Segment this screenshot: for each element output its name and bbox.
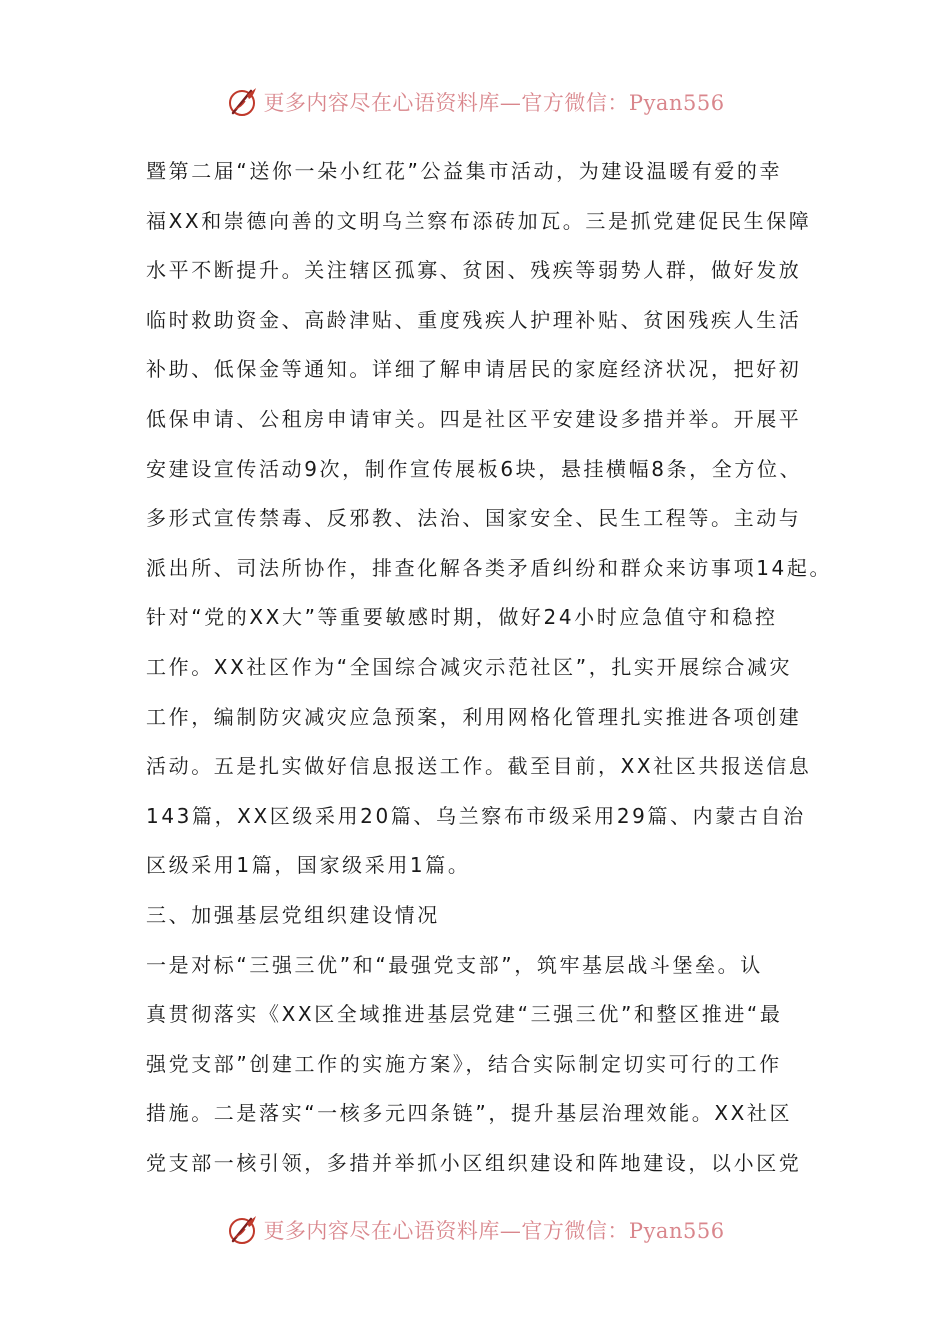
paragraph-line: 派出所、司法所协作，排查化解各类矛盾纠纷和群众来访事项14起。 [146,555,833,580]
paragraph-line: 143篇，XX区级采用20篇、乌兰察布市级采用29篇、内蒙古自治 [146,803,806,828]
paragraph-line: 临时救助资金、高龄津贴、重度残疾人护理补贴、贫困残疾人生活 [146,307,802,332]
quill-pen-logo-icon [225,1213,259,1247]
section-heading: 三、加强基层党组织建设情况 [146,902,440,927]
paragraph-line: 暨第二届“送你一朵小红花”公益集市活动，为建设温暖有爱的幸 [146,159,783,183]
paragraph-line: 工作，编制防灾减灾应急预案，利用网格化管理扎实推进各项创建 [146,704,802,729]
paragraph-line: 区级采用1篇，国家级采用1篇。 [146,853,471,878]
watermark-text: 更多内容尽在心语资料库—官方微信：Pyan556 [263,1219,725,1243]
paragraph-line: 多形式宣传禁毒、反邪教、法治、国家安全、民生工程等。主动与 [146,506,802,531]
paragraph-line: 党支部一核引领，多措并举抓小区组织建设和阵地建设，以小区党 [146,1150,802,1175]
watermark-banner-bottom [0,1210,950,1250]
paragraph-line: 真贯彻落实《XX区全域推进基层党建“三强三优”和整区推进“最 [146,1002,783,1027]
quill-pen-logo-icon [225,85,259,119]
paragraph-line: 活动。五是扎实做好信息报送工作。截至目前，XX社区共报送信息 [146,754,812,779]
paragraph-line: 措施。二是落实“一核多元四条链”，提升基层治理效能。XX社区 [146,1101,793,1126]
paragraph-line: 一是对标“三强三优”和“最强党支部”，筑牢基层战斗堡垒。认 [146,952,763,977]
paragraph-line: 安建设宣传活动9次，制作宣传展板6块，悬挂横幅8条，全方位、 [146,456,803,481]
paragraph-line: 补助、低保金等通知。详细了解申请居民的家庭经济状况，把好初 [146,357,802,382]
paragraph-line: 针对“党的XX大”等重要敏感时期，做好24小时应急值守和稳控 [146,605,778,630]
paragraph-line: 工作。XX社区作为“全国综合减灾示范社区”，扎实开展综合减灾 [146,654,793,679]
paragraph-line: 低保申请、公租房申请审关。四是社区平安建设多措并举。开展平 [146,406,802,431]
document-body [146,147,833,1188]
paragraph-line: 水平不断提升。关注辖区孤寡、贫困、残疾等弱势人群，做好发放 [146,258,802,283]
paragraph-line: 强党支部”创建工作的实施方案》，结合实际制定切实可行的工作 [146,1051,782,1076]
paragraph-line: 福XX和崇德向善的文明乌兰察布添砖加瓦。三是抓党建促民生保障 [146,208,812,233]
watermark-text: 更多内容尽在心语资料库—官方微信：Pyan556 [263,91,725,115]
watermark-banner-top [0,82,950,122]
